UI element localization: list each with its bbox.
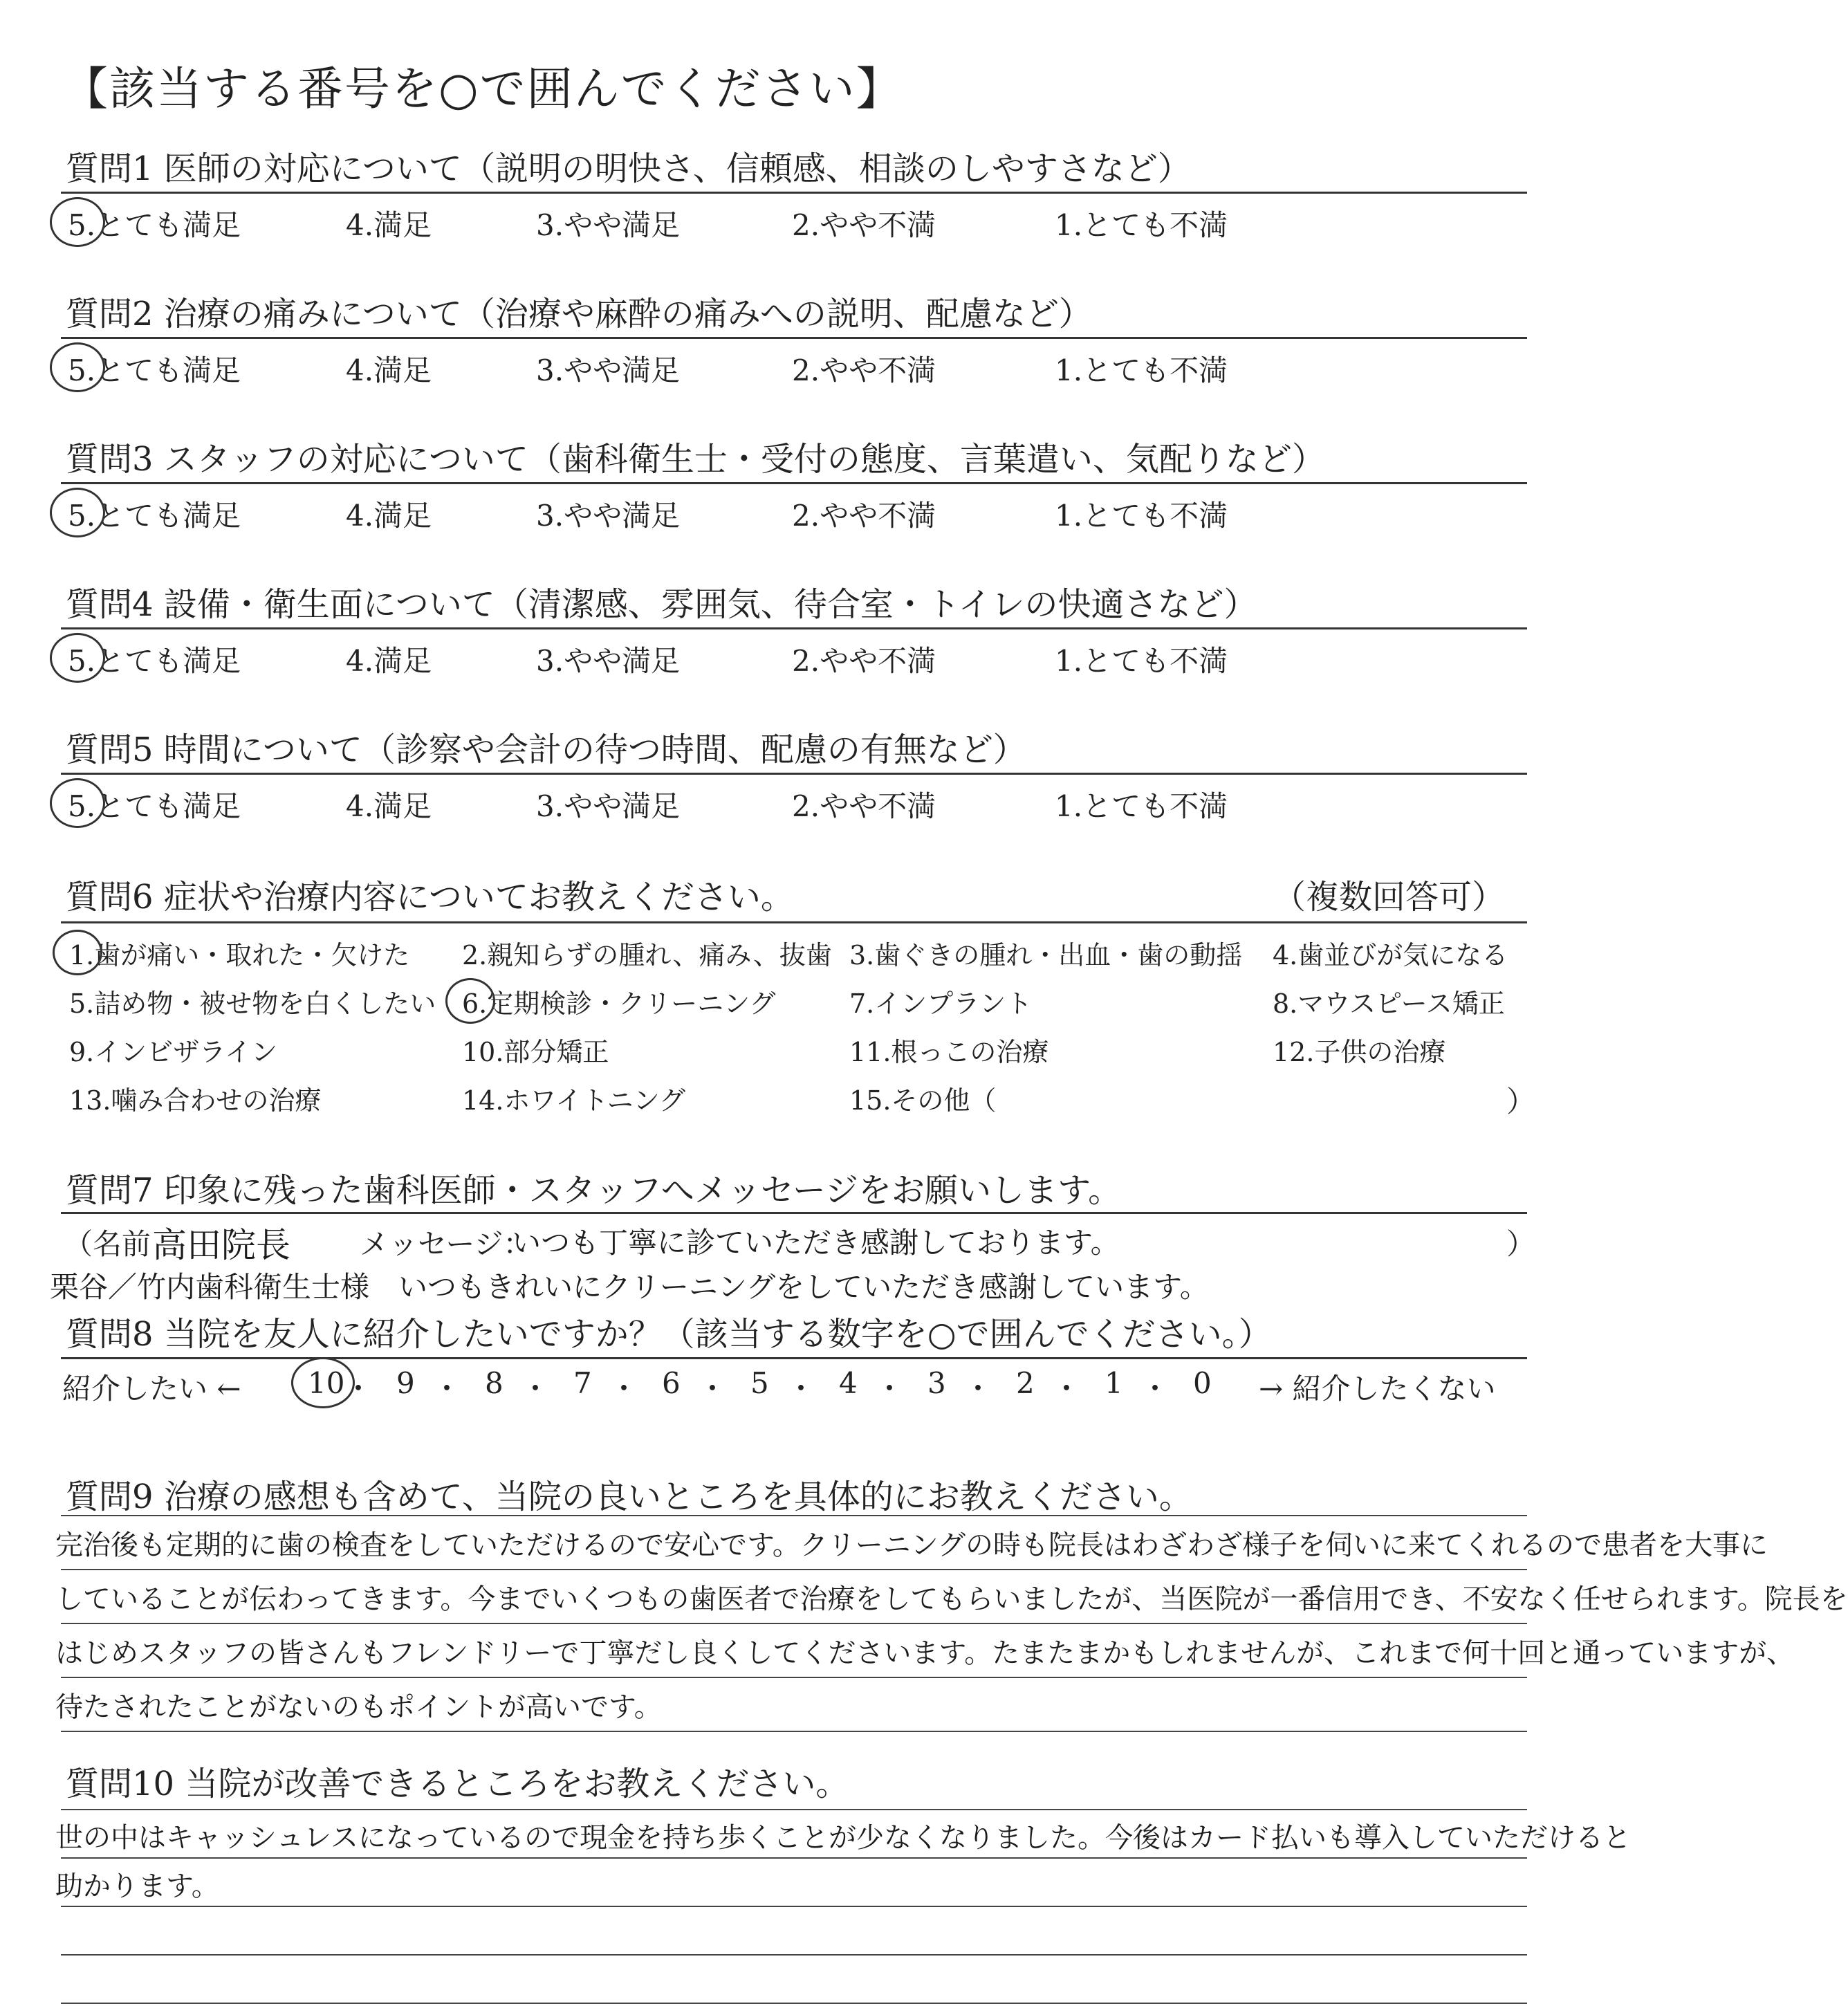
q8-scale-9: 9	[396, 1366, 415, 1400]
q6-note: （複数回答可）	[1273, 878, 1506, 917]
q7-label: 質問7 印象に残った歯科医師・スタッフへメッセージをお願いします。	[66, 1171, 1122, 1210]
q1-option-3: 3.やや満足	[536, 208, 681, 242]
q1-answer-circle	[50, 197, 105, 247]
q8-dot: ・	[609, 1372, 639, 1406]
q1-option-4: 4.満足	[346, 208, 432, 242]
q10-answer-line: 助かります。	[55, 1870, 219, 1902]
q4-option-2: 2.やや不満	[792, 644, 936, 678]
q2-option-2: 2.やや不満	[792, 353, 936, 387]
q6-option-4: 4.歯並びが気になる	[1273, 940, 1508, 970]
q5-rule	[61, 773, 1527, 775]
q6-option-1: 1.歯が痛い・取れた・欠けた	[69, 940, 410, 970]
q8-dot: ・	[786, 1372, 816, 1406]
q7-extra-line: 栗谷／竹内歯科衛生士様 いつもきれいにクリーニングをしていただき感謝しています。	[50, 1270, 1209, 1304]
q1-option-5: 5.とても満足	[68, 208, 241, 242]
q9-label: 質問9 治療の感想も含めて、当院の良いところを具体的にお教えください。	[66, 1478, 1192, 1516]
q6-option-15: 15.その他（	[849, 1085, 997, 1116]
q9-rule	[61, 1677, 1527, 1678]
q5-answer-circle	[50, 778, 105, 828]
q8-scale-7: 7	[573, 1366, 592, 1400]
q8-scale-4: 4	[839, 1366, 858, 1400]
q8-dot: ・	[1140, 1372, 1170, 1406]
q3-option-1: 1.とても不満	[1055, 499, 1228, 533]
q6-option-5: 5.詰め物・被せ物を白くしたい	[69, 988, 436, 1019]
q3-rule	[61, 482, 1527, 484]
q8-scale-5: 5	[750, 1366, 769, 1400]
q6-option-13: 13.噛み合わせの治療	[69, 1085, 322, 1116]
q6-other-close: ）	[1506, 1085, 1536, 1119]
q10-rule	[61, 2003, 1527, 2004]
q7-rule	[61, 1212, 1527, 1214]
q3-answer-circle	[50, 488, 105, 537]
q6-rule	[61, 921, 1527, 923]
q1-option-1: 1.とても不満	[1055, 208, 1228, 242]
q6-option-6: 6.定期検診・クリーニング	[462, 988, 776, 1019]
q5-option-1: 1.とても不満	[1055, 789, 1228, 823]
q7-close: ）	[1506, 1227, 1536, 1261]
q5-option-3: 3.やや満足	[536, 789, 681, 823]
q6-selected-circle-6	[445, 978, 495, 1024]
q5-option-2: 2.やや不満	[792, 789, 936, 823]
q5-option-5: 5.とても満足	[68, 789, 241, 823]
q8-dot: ・	[432, 1372, 462, 1406]
q10-rule	[61, 1857, 1527, 1859]
q1-rule	[61, 192, 1527, 194]
q4-label: 質問4 設備・衛生面について（清潔感、雰囲気、待合室・トイレの快適さなど）	[66, 585, 1257, 624]
q4-option-1: 1.とても不満	[1055, 644, 1228, 678]
q8-scale-3: 3	[927, 1366, 946, 1400]
q8-rule	[61, 1357, 1527, 1359]
q9-rule	[61, 1569, 1527, 1570]
q4-option-5: 5.とても満足	[68, 644, 241, 678]
q4-rule	[61, 627, 1527, 629]
q3-label: 質問3 スタッフの対応について（歯科衛生士・受付の態度、言葉遣い、気配りなど）	[66, 440, 1325, 479]
q6-option-3: 3.歯ぐきの腫れ・出血・歯の動揺	[849, 940, 1243, 970]
q8-dot: ・	[875, 1372, 905, 1406]
q9-answer-line: はじめスタッフの皆さんもフレンドリーで丁寧だし良くしてくださいます。たまたまかもしれませんが、これまで何十回と通っていますが、	[55, 1637, 1795, 1669]
q2-option-1: 1.とても不満	[1055, 353, 1228, 387]
q4-option-3: 3.やや満足	[536, 644, 681, 678]
q2-label: 質問2 治療の痛みについて（治療や麻酔の痛みへの説明、配慮など）	[66, 295, 1092, 333]
q6-option-12: 12.子供の治療	[1273, 1037, 1446, 1067]
q2-answer-circle	[50, 342, 105, 392]
q2-option-4: 4.満足	[346, 353, 432, 387]
q3-option-4: 4.満足	[346, 499, 432, 533]
q8-dot: ・	[1052, 1372, 1082, 1406]
page-title: 【該当する番号を○で囲んでください】	[62, 62, 903, 116]
q1-option-2: 2.やや不満	[792, 208, 936, 242]
q4-answer-circle	[50, 633, 105, 683]
q2-option-3: 3.やや満足	[536, 353, 681, 387]
q8-scale-6: 6	[662, 1366, 681, 1400]
q6-option-9: 9.インビザライン	[69, 1037, 278, 1067]
q2-option-5: 5.とても満足	[68, 353, 241, 387]
q8-dot: ・	[521, 1372, 551, 1406]
q7-name-value: 高田院長	[152, 1225, 290, 1265]
q3-option-3: 3.やや満足	[536, 499, 681, 533]
q6-option-11: 11.根っこの治療	[849, 1037, 1049, 1067]
q1-label: 質問1 医師の対応について（説明の明快さ、信頼感、相談のしやすさなど）	[66, 149, 1191, 188]
q4-option-4: 4.満足	[346, 644, 432, 678]
q10-rule-top	[61, 1809, 1527, 1810]
q7-name-prefix: （名前	[64, 1227, 151, 1261]
q9-rule	[61, 1731, 1527, 1732]
q3-option-2: 2.やや不満	[792, 499, 936, 533]
q5-label: 質問5 時間について（診察や会計の待つ時間、配慮の有無など）	[66, 730, 1026, 769]
q8-scale-8: 8	[485, 1366, 503, 1400]
q6-option-8: 8.マウスピース矯正	[1273, 988, 1505, 1019]
q6-selected-circle-1	[53, 930, 102, 975]
q8-dot: ・	[344, 1372, 373, 1406]
q8-scale-2: 2	[1016, 1366, 1035, 1400]
q2-rule	[61, 337, 1527, 339]
q8-scale-0: 0	[1193, 1366, 1212, 1400]
q9-answer-line: 完治後も定期的に歯の検査をしていただけるので安心です。クリーニングの時も院長はわざわざ様子を伺いに来てくれるので患者を大事に	[55, 1529, 1768, 1561]
q8-dot: ・	[963, 1372, 993, 1406]
q3-option-5: 5.とても満足	[68, 499, 241, 533]
q6-option-14: 14.ホワイトニング	[462, 1085, 686, 1116]
q10-rule	[61, 1906, 1527, 1907]
q10-rule	[61, 1954, 1527, 1956]
q9-answer-line: 待たされたことがないのもポイントが高いです。	[55, 1691, 662, 1723]
q7-message-value: いつも丁寧に診ていただき感謝しております。	[512, 1226, 1120, 1260]
q6-option-7: 7.インプラント	[849, 988, 1033, 1019]
q8-left-label: 紹介したい ←	[62, 1372, 241, 1406]
q9-answer-line: していることが伝わってきます。今までいくつもの歯医者で治療をしてもらいましたが、当医院が一番信用でき、不安なく任せられます。院長を	[55, 1583, 1848, 1615]
q10-label: 質問10 当院が改善できるところをお教えください。	[66, 1765, 849, 1803]
q5-option-4: 4.満足	[346, 789, 432, 823]
q8-scale-10: 10	[308, 1366, 345, 1400]
q8-label: 質問8 当院を友人に紹介したいですか？（該当する数字を○で囲んでください。）	[66, 1315, 1272, 1354]
q8-scale-1: 1	[1105, 1366, 1123, 1400]
q6-option-2: 2.親知らずの腫れ、痛み、抜歯	[462, 940, 832, 970]
q7-message-prefix: メッセージ：	[360, 1227, 533, 1261]
q6-label: 質問6 症状や治療内容についてお教えください。	[66, 878, 794, 917]
q8-dot: ・	[698, 1372, 728, 1406]
q10-answer-line: 世の中はキャッシュレスになっているので現金を持ち歩くことが少なくなりました。今後はカード払いも導入していただけると	[55, 1822, 1631, 1854]
q9-rule-top	[61, 1515, 1527, 1516]
q9-rule	[61, 1623, 1527, 1624]
q8-right-label: → 紹介したくない	[1259, 1372, 1496, 1406]
q6-option-10: 10.部分矯正	[462, 1037, 609, 1067]
